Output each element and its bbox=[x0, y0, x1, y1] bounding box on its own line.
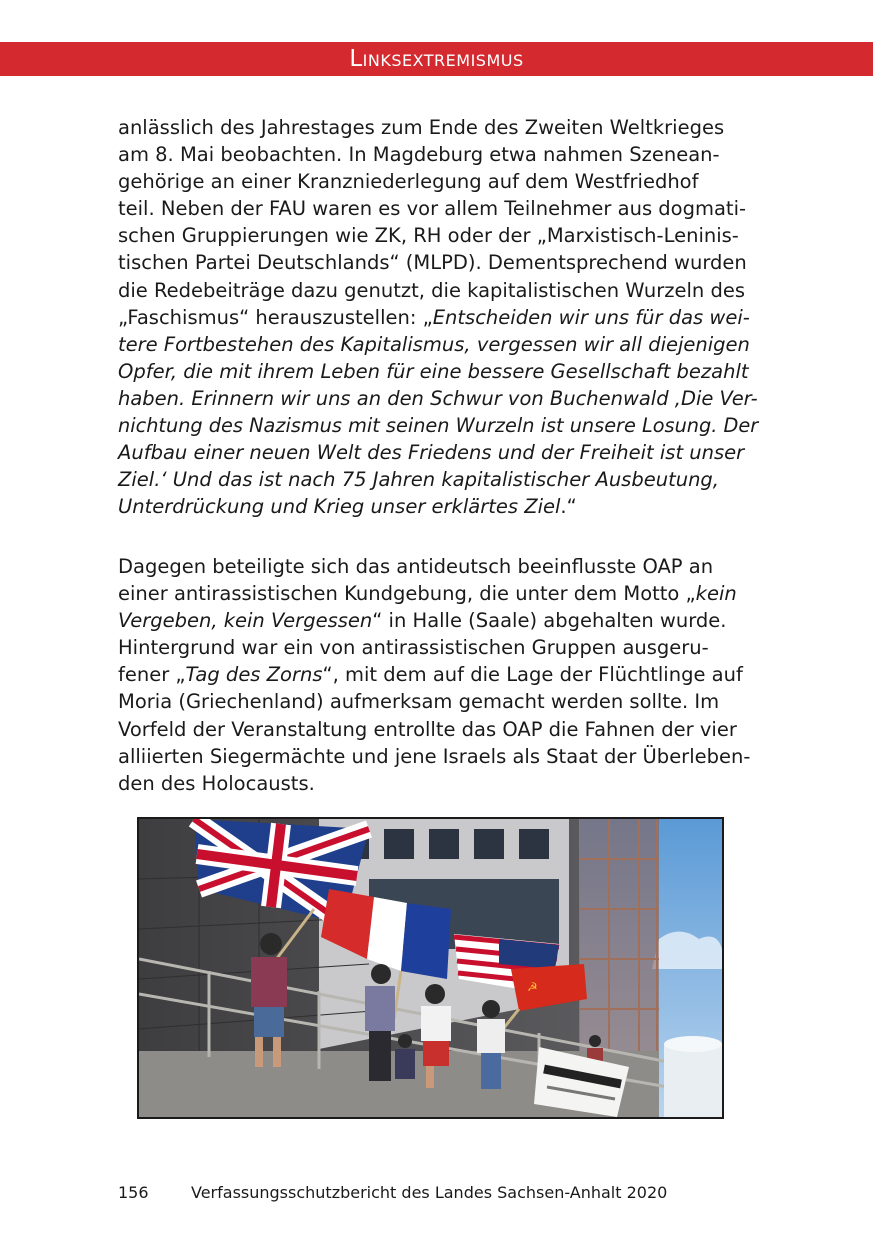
text-line: die Redebeiträge dazu genutzt, die kapitalistischen Wurzeln des bbox=[118, 278, 745, 302]
page-number: 156 bbox=[118, 1183, 149, 1202]
text-segment: einer antirassistischen Kundgebung, die unter dem Motto „ bbox=[118, 582, 696, 606]
text-line: schen Gruppierungen wie ZK, RH oder der „Marxistisch-Leninis- bbox=[118, 224, 739, 248]
text-segment: fener „ bbox=[118, 663, 186, 687]
text-line: Vorfeld der Veranstaltung entrollte das OAP die Fahnen der vier bbox=[118, 717, 737, 741]
tank bbox=[664, 1036, 722, 1117]
footer-title: Verfassungsschutzbericht des Landes Sachsen-Anhalt 2020 bbox=[191, 1183, 668, 1202]
quote-line: tere Fortbestehen des Kapitalismus, vergessen wir all diejenigen bbox=[118, 332, 750, 356]
paragraph-1 bbox=[118, 114, 758, 520]
clouds bbox=[652, 932, 722, 970]
text-line bbox=[118, 607, 758, 634]
motto-segment: kein bbox=[695, 582, 737, 606]
text-line: alliierten Siegermächte und jene Israels als Staat der Überleben- bbox=[118, 744, 751, 768]
text-line: tischen Partei Deutschlands“ (MLPD). Dementsprechend wurden bbox=[118, 251, 747, 275]
section-title: Linksextremismus bbox=[349, 46, 524, 72]
text-line: Hintergrund war ein von antirassistischen Gruppen ausgeru- bbox=[118, 636, 709, 660]
text-line: den des Holocausts. bbox=[118, 771, 315, 795]
quote-line: Aufbau einer neuen Welt des Friedens und der Freiheit ist unser bbox=[118, 441, 745, 465]
text-line: Dagegen beteiligte sich das antideutsch beeinflusste OAP an bbox=[118, 555, 714, 578]
quote-line: Ziel.‘ Und das ist nach 75 Jahren kapitalistischer Ausbeutung, bbox=[118, 468, 720, 492]
text-line: Moria (Griechenland) aufmerksam gemacht werden sollte. Im bbox=[118, 690, 720, 714]
photo-illustration bbox=[139, 819, 722, 1117]
text-line bbox=[118, 493, 758, 520]
text-line bbox=[118, 580, 758, 607]
quote-segment: Unterdrückung und Krieg unser erklärtes Ziel bbox=[118, 495, 561, 519]
motto-segment: Vergeben, kein Vergessen bbox=[118, 609, 373, 633]
quote-line: nichtung des Nazismus mit seinen Wurzeln ist unsere Losung. Der bbox=[118, 414, 759, 438]
quote-line: haben. Erinnern wir uns an den Schwur von Buchenwald ‚Die Ver- bbox=[118, 386, 758, 410]
text-line: teil. Neben der FAU waren es vor allem Teilnehmer aus dogmati- bbox=[118, 197, 747, 221]
paragraph-2 bbox=[118, 553, 758, 797]
quote-segment: Entscheiden wir uns für das wei- bbox=[432, 305, 750, 329]
quote-line: Opfer, die mit ihrem Leben für eine bessere Gesellschaft bezahlt bbox=[118, 359, 749, 383]
text-line: anlässlich des Jahrestages zum Ende des Zweiten Weltkrieges bbox=[118, 116, 725, 139]
text-segment: “, mit dem auf die Lage der Flüchtlinge auf bbox=[322, 663, 743, 687]
protest-photo bbox=[137, 817, 724, 1119]
text-line: gehörige an einer Kranzniederlegung auf dem Westfriedhof bbox=[118, 170, 699, 194]
text-segment: „Faschismus“ herauszustellen: „ bbox=[118, 305, 433, 329]
svg-text:☭: ☭ bbox=[527, 980, 538, 994]
text-line bbox=[118, 661, 758, 688]
text-line bbox=[118, 304, 758, 331]
text-segment: “ in Halle (Saale) abgehalten wurde. bbox=[372, 609, 727, 633]
text-line: am 8. Mai beobachten. In Magdeburg etwa nahmen Szenean- bbox=[118, 143, 720, 167]
event-name-segment: Tag des Zorns bbox=[185, 663, 323, 687]
text-segment: .“ bbox=[560, 495, 577, 519]
